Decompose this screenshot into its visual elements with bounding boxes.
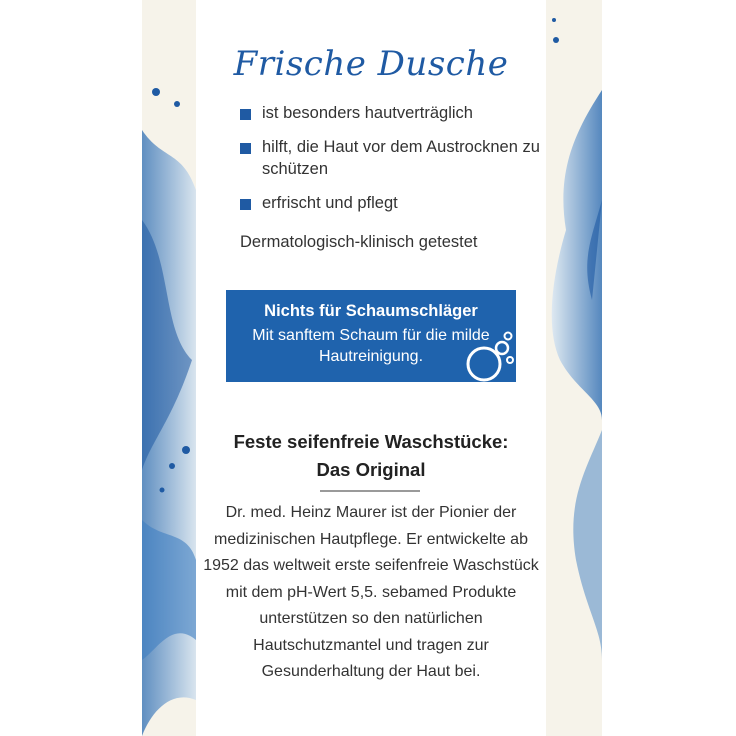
bubbles-icon — [462, 328, 520, 386]
list-item — [240, 136, 540, 180]
foam-info-heading: Nichts für Schaumschläger — [264, 302, 478, 320]
content-area — [196, 0, 546, 736]
dermatology-note: Dermatologisch-klinisch getestet — [240, 233, 478, 251]
bullet-square-icon — [240, 199, 251, 210]
list-item-text: hilft, die Haut vor dem Austrocknen zu schützen — [262, 138, 540, 178]
divider — [320, 490, 420, 492]
list-item — [240, 192, 540, 214]
list-item — [240, 102, 540, 124]
list-item-text: ist besonders hautverträglich — [262, 104, 473, 122]
page-title: Frische Dusche — [233, 44, 509, 84]
benefit-list — [240, 102, 540, 226]
section-body-text: Dr. med. Heinz Maurer ist der Pionier der medizinischen Hautpflege. Er entwickelte ab 1952 das weltweit erste seifenfreie Waschstück mit dem pH-Wert 5,5. sebamed Produkte unterstützen so den natürlichen Hautschutzmantel und tragen zur Gesunderhaltung der Haut bei. — [203, 504, 539, 680]
foam-info-box — [226, 290, 516, 382]
foam-info-text: Mit sanftem Schaum für die milde Hautreinigung. — [252, 327, 490, 365]
bullet-square-icon — [240, 143, 251, 154]
section-heading — [196, 428, 546, 484]
water-splash-right-image — [546, 0, 602, 736]
bullet-square-icon — [240, 109, 251, 120]
section-heading-line2: Das Original — [316, 459, 426, 480]
water-splash-left-image — [142, 0, 196, 736]
section-heading-line1: Feste seifenfreie Waschstücke: — [233, 431, 509, 452]
list-item-text: erfrischt und pflegt — [262, 194, 398, 212]
